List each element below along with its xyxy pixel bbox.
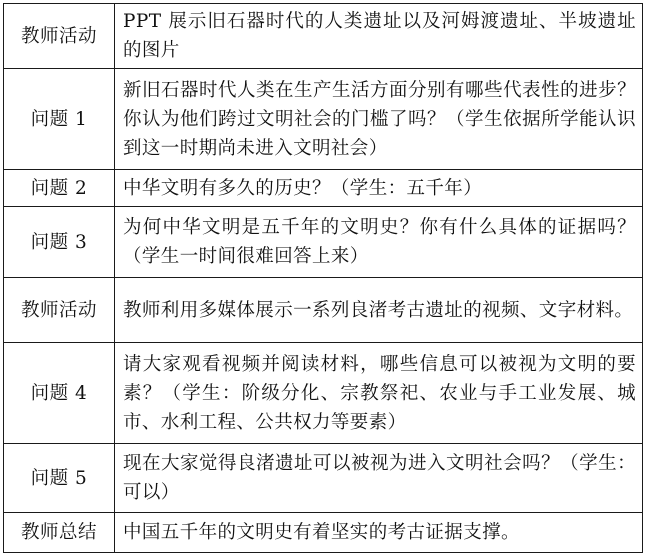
row-label: 问题 5 [4,444,115,513]
row-label: 教师总结 [4,513,115,553]
table-row [4,4,643,69]
row-label: 问题 3 [4,207,115,278]
table-row [4,343,643,444]
table-row [4,278,643,343]
row-content: 中华文明有多久的历史？（学生：五千年） [115,170,643,207]
table-row [4,69,643,170]
row-label: 教师活动 [4,278,115,343]
row-label: 教师活动 [4,4,115,69]
row-content: PPT 展示旧石器时代的人类遗址以及河姆渡遗址、半坡遗址的图片 [115,4,643,69]
row-content: 教师利用多媒体展示一系列良渚考古遗址的视频、文字材料。 [115,278,643,343]
row-content: 为何中华文明是五千年的文明史？你有什么具体的证据吗？（学生一时间很难回答上来） [115,207,643,278]
table-row [4,513,643,553]
row-content: 现在大家觉得良渚遗址可以被视为进入文明社会吗？（学生：可以） [115,444,643,513]
row-label: 问题 4 [4,343,115,444]
row-content: 请大家观看视频并阅读材料，哪些信息可以被视为文明的要素？（学生：阶级分化、宗教祭祀、农业与手工业发展、城市、水利工程、公共权力等要素） [115,343,643,444]
row-content: 新旧石器时代人类在生产生活方面分别有哪些代表性的进步？你认为他们跨过文明社会的门槛了吗？（学生依据所学能认识到这一时期尚未进入文明社会） [115,69,643,170]
row-label: 问题 1 [4,69,115,170]
row-label: 问题 2 [4,170,115,207]
table-row [4,170,643,207]
table-row [4,444,643,513]
row-content: 中国五千年的文明史有着坚实的考古证据支撑。 [115,513,643,553]
lesson-table [3,3,643,553]
table-row [4,207,643,278]
